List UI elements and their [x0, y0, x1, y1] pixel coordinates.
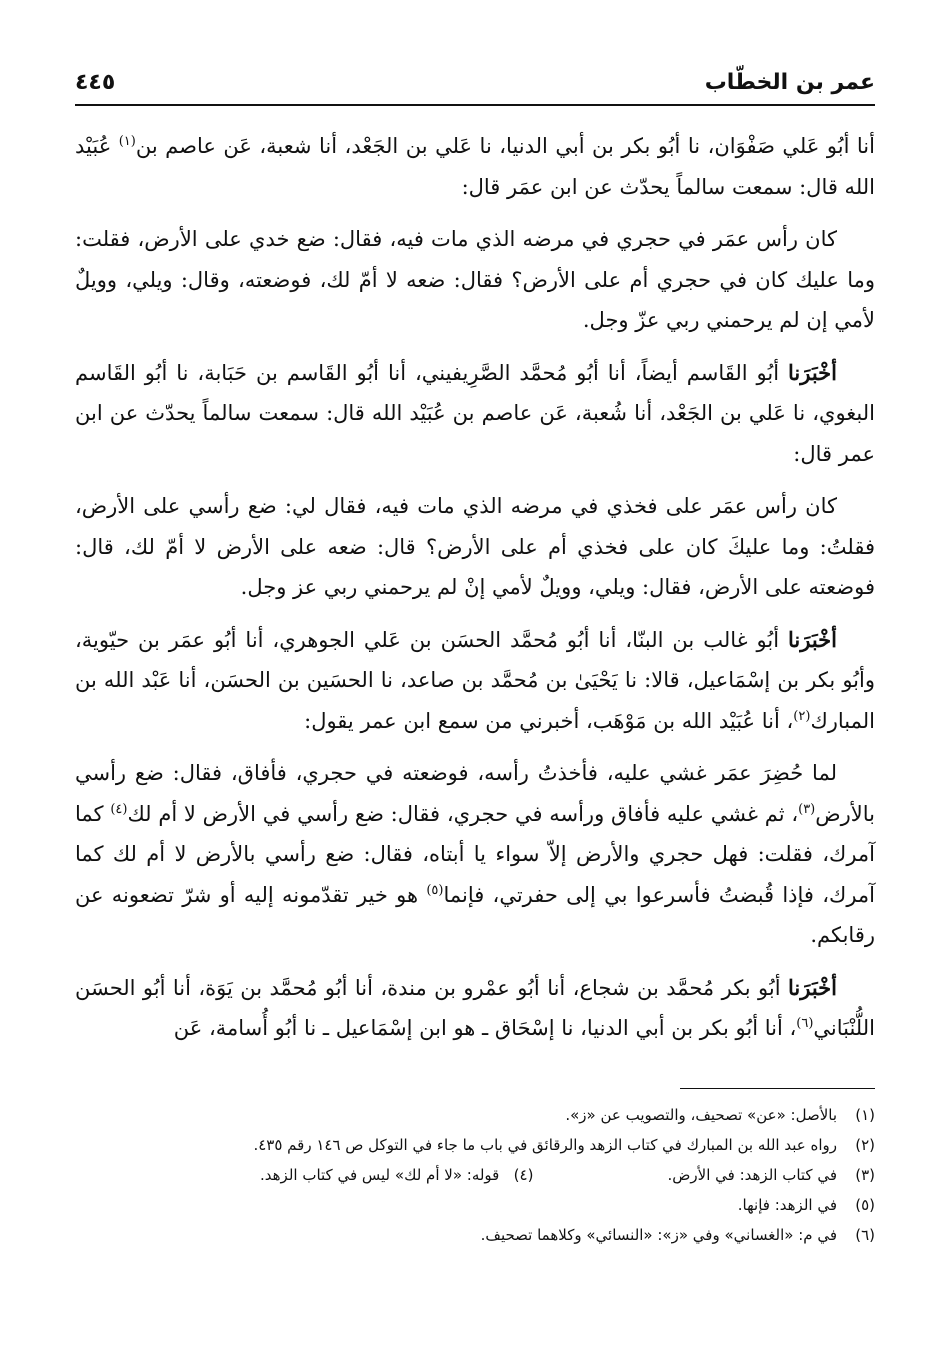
akhbarana-lead: أخْبَرَنا	[788, 359, 837, 385]
footnote-text: بالأصل: «عن» تصحيف، والتصويب عن «ز».	[565, 1106, 837, 1124]
paragraph-text: كان رأس عمَر في حجري في مرضه الذي مات فيه، فقال: ضع خدي على الأرض، فقلت: وما عليك كان في حجري أم على الأرض؟ فقال: ضعه لا أمّ لك، فوضعته، وقال: ويلي، وويلٌ لأمي إن لم يرحمني ربي عزّ وجل.	[75, 227, 875, 332]
footnote-text: في م: «الغساني» وفي «ز»: «النسائي» وكلاهما تصحيف.	[480, 1226, 837, 1244]
footnote-6	[75, 1220, 875, 1250]
paragraph-text: أبُو القَاسم أيضاً، أنا أبُو مُحمَّد الصَّرِيفيني، أنا أبُو القَاسم بن حَبَابة، نا أبُو القَاسم البغوي، نا عَلي بن الجَعْد، أنا شُعبة، عَن عاصم بن عُبَيْد الله قال: سمعت سالماً يحدّث عن ابن عمر قال:	[75, 360, 875, 466]
header-rule	[75, 104, 875, 106]
running-header	[75, 62, 875, 102]
footnote-text: رواه عبد الله بن المبارك في كتاب الزهد والرقائق في باب ما جاء في التوكل ص ١٤٦ رقم ٤٣٥.	[253, 1136, 837, 1154]
footnotes	[75, 1100, 875, 1250]
footnote-number: (١)	[855, 1106, 875, 1124]
footnote-1	[75, 1100, 875, 1130]
paragraph-text: أبُو بكر مُحمَّد بن شجاع، أنا أبُو عمْرو بن مندة، أنا أبُو مُحمَّد بن يَوَة، أنا أبُو الحسَن اللُّنْبَاني	[75, 975, 875, 1040]
paragraph-text: كما آمرك، فقلت: فهل حجري والأرض إلاّ سواء يا أبتاه، فقال: ضع رأسي بالأرض لا أم لك كما آمرك، فإذا قُبضتُ فأسرعوا بي إلى حفرتي، فإنما	[75, 801, 875, 907]
paragraph-text: عُبَيْد الله قال: سمعت سالماً يحدّث عن ابن عمَر قال:	[75, 134, 875, 199]
paragraph-text: أبُو غالب بن البنّا، أنا أبُو مُحمَّد الحسَن بن عَلي الجوهري، أنا أبُو عمَر بن حيّوية، وأبُو بكر بن إسْمَاعيل، قالا: نا يَحْيَىٰ بن مُحمَّد بن صاعد، نا الحسَين بن الحسَن، أنا عَبْد الله بن المبارك	[75, 627, 875, 733]
footnote-separator	[680, 1088, 875, 1089]
footnote-number: (٤)	[513, 1166, 534, 1184]
footnote-ref-4: (٤)	[110, 801, 128, 817]
footnote-number: (٦)	[855, 1226, 875, 1244]
footnote-2	[75, 1130, 875, 1160]
paragraph-text: كان رأس عمَر على فخذي في مرضه الذي مات فيه، فقال لي: ضع رأسي على الأرض، فقلتُ: وما عليكَ كان على فخذي أم على الأرض؟ قال: ضعه على الأرض لا أمّ لك، قال: فوضعته على الأرض، فقال: ويلي، وويلٌ لأمي إنْ لم يرحمني ربي عز وجل.	[75, 494, 875, 599]
narration-paragraph-3	[75, 753, 875, 956]
footnote-ref-5: (٥)	[426, 882, 444, 898]
footnote-text: قوله: «لا أم لك» ليس في كتاب الزهد.	[260, 1166, 500, 1184]
paragraph-text: ، أنا أبُو بكر بن أبي الدنيا، نا إسْحَاق ـ هو ابن إسْمَاعيل ـ نا أبُو أُسامة، عَن	[173, 1016, 797, 1040]
paragraph-text: أنا أبُو عَلي صَفْوَان، نا أبُو بكر بن أبي الدنيا، نا عَلي بن الجَعْد، أنا شعبة، عَن عاصم بن	[135, 134, 875, 158]
footnote-text: في كتاب الزهد: في الأرض.	[667, 1166, 837, 1184]
footnote-number: (٢)	[855, 1136, 875, 1154]
paragraph-text: ، ثم غشي عليه فأفاق ورأسه في حجري، فقال: ضع رأسي في الأرض لا أم لك	[127, 801, 799, 826]
footnote-number: (٥)	[855, 1196, 875, 1214]
narration-paragraph-1	[75, 219, 875, 341]
footnote-3-and-4	[75, 1160, 875, 1190]
footnote-5	[75, 1190, 875, 1220]
paragraph-text: ، أنا عُبَيْد الله بن مَوْهَب، أخبرني من سمع ابن عمر يقول:	[304, 708, 794, 733]
akhbarana-lead: أخْبَرَنا	[788, 626, 837, 652]
isnad-paragraph-2	[75, 353, 875, 475]
footnote-4	[260, 1160, 533, 1190]
footnote-ref-3: (٣)	[798, 801, 816, 817]
footnote-ref-1: (١)	[118, 134, 136, 149]
running-title: عمر بن الخطّاب	[704, 70, 875, 95]
isnad-paragraph-4	[75, 968, 875, 1049]
footnote-ref-2: (٢)	[793, 708, 811, 724]
narration-paragraph-2	[75, 486, 875, 608]
paragraph-text: لما حُضِرَ عمَر غشي عليه، فأخذتُ رأسه، فوضعته في حجري، فأفاق، فقال: ضع رأسي بالأرض	[75, 761, 875, 826]
main-text	[75, 126, 875, 1061]
page-number: ٤٤٥	[75, 70, 116, 95]
paragraph-text: هو خير تقدّمونه إليه أو شرّ تضعونه عن رقابكم.	[75, 882, 875, 947]
isnad-paragraph-3	[75, 620, 875, 742]
isnad-paragraph-1	[75, 126, 875, 207]
footnote-number: (٣)	[855, 1166, 875, 1184]
footnote-ref-6: (٦)	[796, 1016, 814, 1031]
footnote-text: في الزهد: فإنها.	[737, 1196, 837, 1214]
akhbarana-lead: أخْبَرَنا	[788, 974, 837, 1000]
